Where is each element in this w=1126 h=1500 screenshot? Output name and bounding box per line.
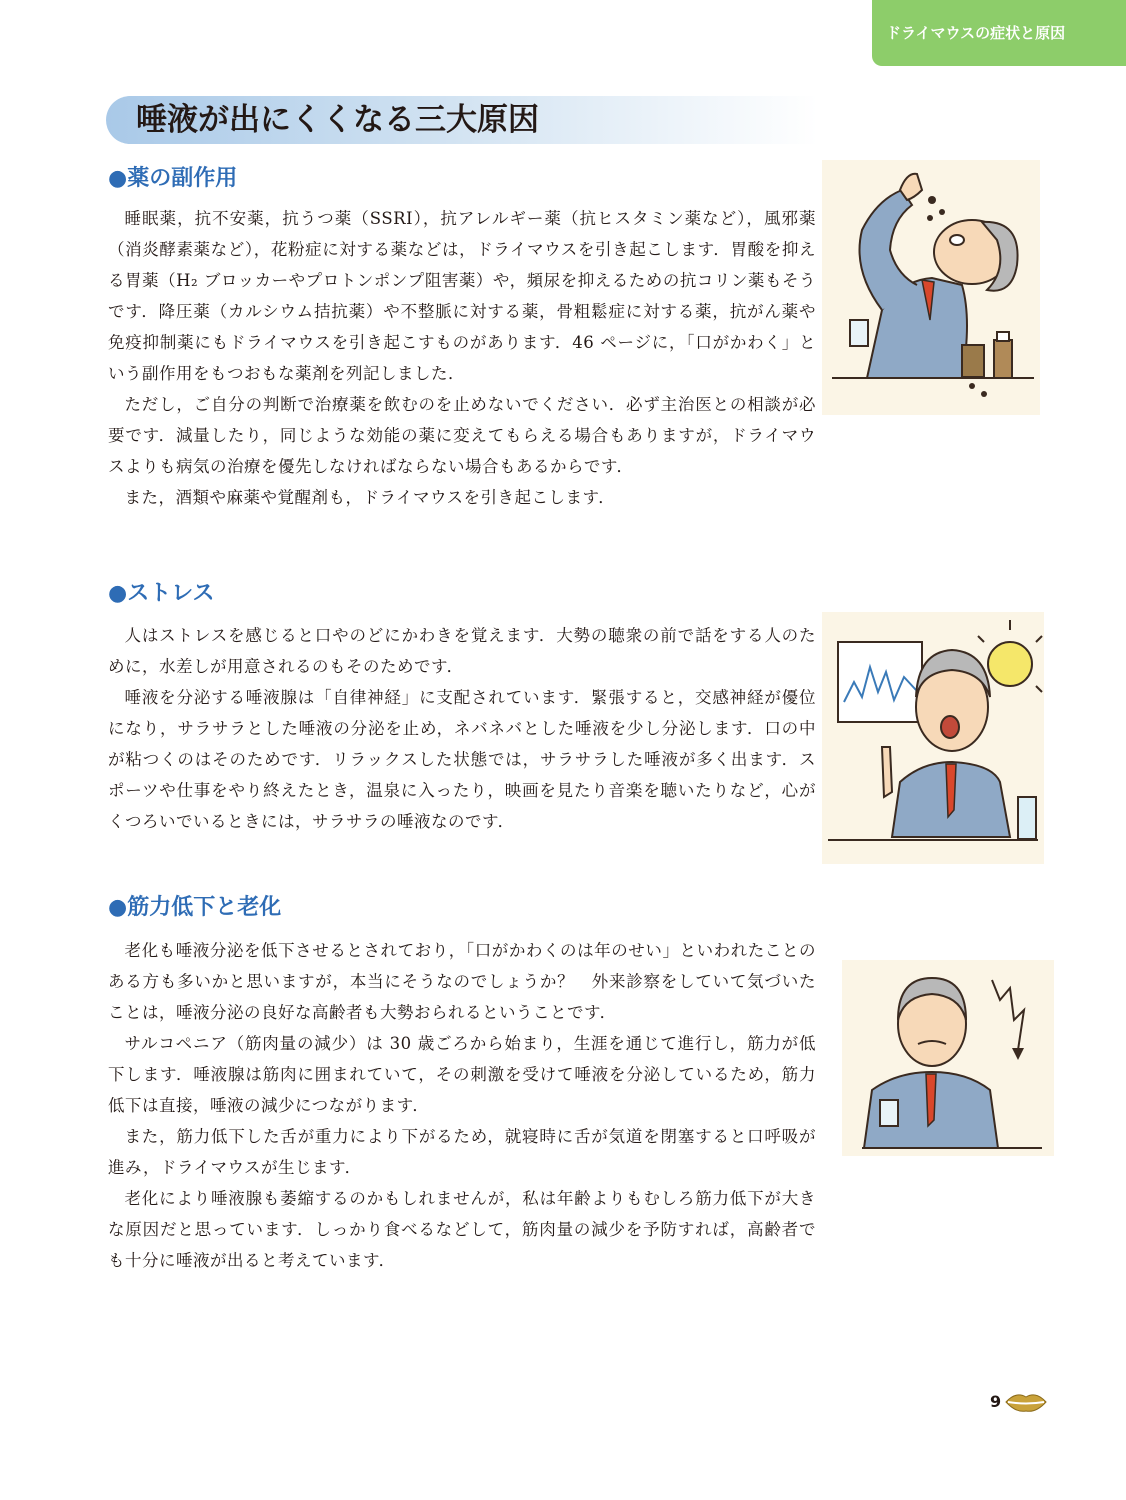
lips-icon [1004, 1389, 1048, 1415]
section-heading-stress: ●ストレス [108, 581, 215, 606]
chapter-tab: ドライマウスの症状と原因 [872, 0, 1126, 66]
section-heading-muscle-aging: ●筋力低下と老化 [108, 895, 282, 920]
paragraph: サルコペニア（筋肉量の減少）は 30 歳ごろから始まり，生涯を通じて進行し，筋力が低下します．唾液腺は筋肉に囲まれていて，その刺激を受けて唾液を分泌しているため，筋力低下は直接，唾液の減少につながります． [108, 1034, 816, 1115]
page-title: 唾液が出にくくなる三大原因 [136, 102, 539, 138]
illustration-stressed-speaker-icon [822, 612, 1044, 864]
illustration-taking-pills-icon [822, 160, 1040, 415]
section-body-muscle-aging [108, 935, 816, 1276]
paragraph: 睡眠薬，抗不安薬，抗うつ薬（SSRI），抗アレルギー薬（抗ヒスタミン薬など），風邪薬（消炎酵素薬など），花粉症に対する薬などは，ドライマウスを引き起こします．胃酸を抑える胃薬（H₂ ブロッカーやプロトンポンプ阻害薬）や，頻尿を抑えるための抗コリン薬もそうです．降圧薬（カルシウム拮抗薬）や不整脈に対する薬，骨粗鬆症に対する薬，抗がん薬や免疫抑制薬にもドライマウスを引き起こすものがあります．46 ページに，「口がかわく」という副作用をもつおもな薬剤を列記しました． [108, 209, 816, 383]
paragraph: 老化も唾液分泌を低下させるとされており，「口がかわくのは年のせい」といわれたことのある方も多いかと思いますが，本当にそうなのでしょうか？ 外来診察をしていて気づいたことは，唾液分泌の良好な高齢者も大勢おられるということです． [108, 941, 817, 1022]
paragraph: ただし，ご自分の判断で治療薬を飲むのを止めないでください．必ず主治医との相談が必要です．減量したり，同じような効能の薬に変えてもらえる場合もありますが，ドライマウスよりも病気の治療を優先しなければならない場合もあるからです． [108, 395, 816, 476]
paragraph: 人はストレスを感じると口やのどにかわきを覚えます．大勢の聴衆の前で話をする人のために，水差しが用意されるのもそのためです． [108, 626, 816, 676]
page-number: 9 [990, 1392, 1002, 1411]
paragraph: また，筋力低下した舌が重力により下がるため，就寝時に舌が気道を閉塞すると口呼吸が進み，ドライマウスが生じます． [108, 1127, 816, 1177]
paragraph: 唾液を分泌する唾液腺は「自律神経」に支配されています．緊張すると，交感神経が優位になり，サラサラとした唾液の分泌を止め，ネバネバとした唾液を少し分泌します．口の中が粘つくのはそのためです．リラックスした状態では，サラサラした唾液が多く出ます．スポーツや仕事をやり終えたとき，温泉に入ったり，映画を見たり音楽を聴いたりなど，心がくつろいでいるときには，サラサラの唾液なのです． [108, 688, 816, 831]
illustration-aging-man-icon [842, 960, 1054, 1156]
paragraph: 老化により唾液腺も萎縮するのかもしれませんが，私は年齢よりもむしろ筋力低下が大きな原因だと思っています．しっかり食べるなどして，筋肉量の減少を予防すれば，高齢者でも十分に唾液が出ると考えています． [108, 1189, 816, 1270]
section-body-medication [108, 203, 816, 513]
paragraph: また，酒類や麻薬や覚醒剤も，ドライマウスを引き起こします． [124, 488, 616, 507]
section-heading-medication: ●薬の副作用 [108, 166, 238, 191]
section-body-stress [108, 620, 816, 837]
